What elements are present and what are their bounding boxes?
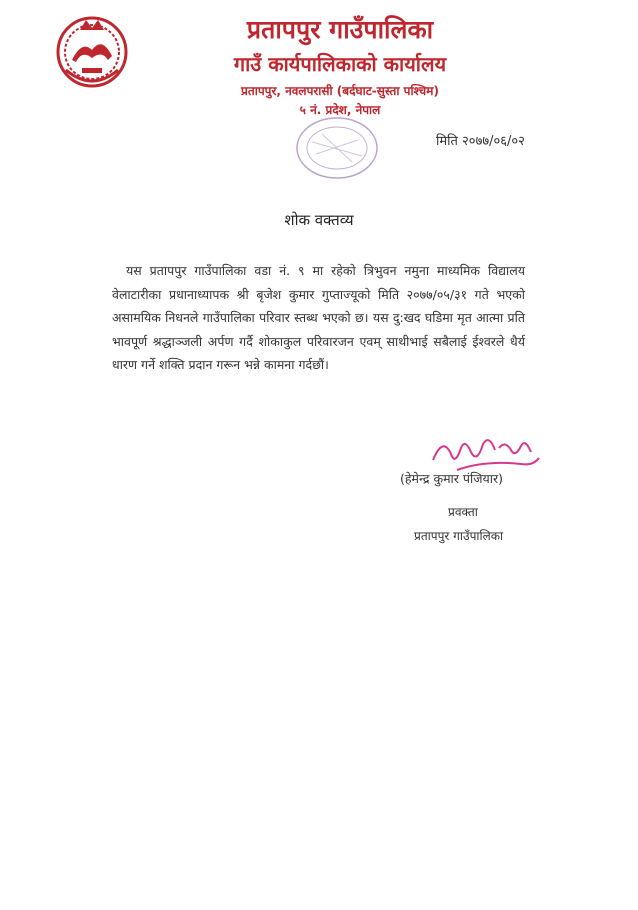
signatory-organization: प्रतापपुर गाउँपालिका bbox=[414, 529, 504, 543]
letterhead-address: प्रतापपुर, नवलपरासी (बर्दघाट-सुस्ता पश्चिम) bbox=[241, 84, 439, 98]
condolence-body-text: यस प्रतापपुर गाउँपालिका वडा नं. ९ मा रहेको त्रिभुवन नमुना माध्यमिक विद्यालय वेलाटारीका प्रधानाध्यापक श्री बृजेश कुमार गुप्ताज्यूको मिति २०७७/०५/३१ गते भएको असामयिक निधनले गाउँपालिका परिवार स्तब्ध भएको छ। यस दु:खद घडिमा मृत आत्मा प्रति भावपूर्ण श्रद्धाञ्जली अर्पण गर्दै शोकाकुल परिवारजन एवम् साथीभाई सबैलाई ईश्वरले धैर्य धारण गर्ने शक्ति प्रदान गरून भन्ने कामना गर्दछौं। bbox=[112, 263, 525, 372]
signatory-role: प्रवक्ता bbox=[448, 505, 478, 519]
letterhead-office: गाउँ कार्यपालिकाको कार्यालय bbox=[233, 52, 447, 76]
letterhead-municipality: प्रतापपुर गाउँपालिका bbox=[246, 15, 434, 44]
government-emblem-icon bbox=[52, 10, 132, 90]
letterhead-province: ५ नं. प्रदेश, नेपाल bbox=[299, 103, 381, 117]
condolence-body bbox=[112, 259, 525, 377]
signatory-name: (हेमेन्द्र कुमार पंजियार) bbox=[400, 471, 503, 486]
office-stamp-icon bbox=[282, 112, 392, 184]
document-heading: शोक वक्तव्य bbox=[284, 211, 354, 229]
letter-date: मिति २०७७/०६/०२ bbox=[436, 134, 525, 149]
